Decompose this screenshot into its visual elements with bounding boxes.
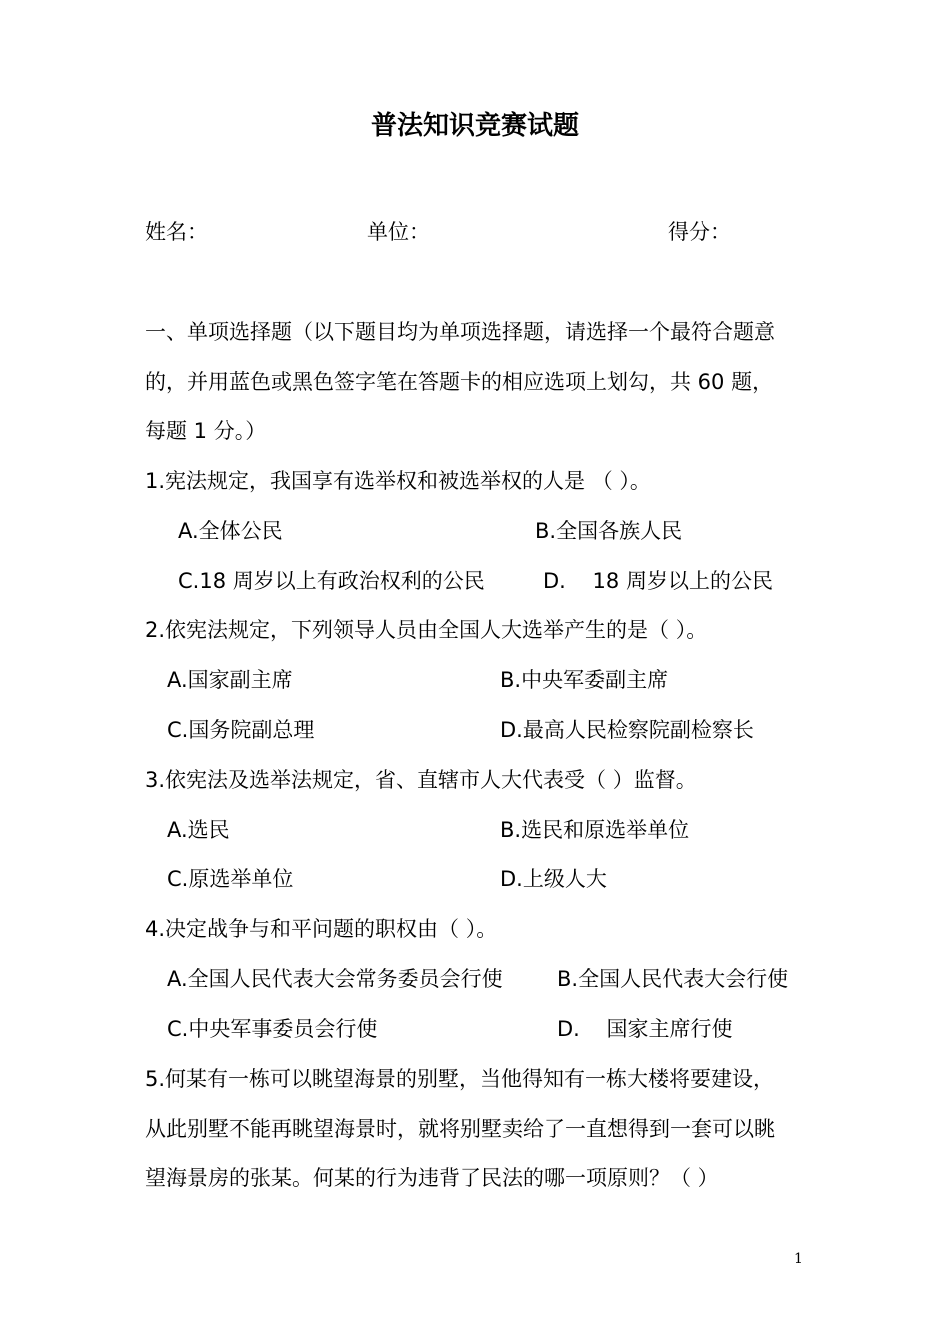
option-c: C.国务院副总理 — [167, 718, 315, 742]
option-c: C.中央军事委员会行使 — [167, 1017, 378, 1041]
option-b: B.中央军委副主席 — [500, 668, 669, 692]
question-stem: 2.依宪法规定，下列领导人员由全国人大选举产生的是（ ）。 — [145, 618, 708, 642]
page-title: 普法知识竞赛试题 — [370, 111, 579, 141]
option-d: D.上级人大 — [500, 867, 607, 891]
option-b: B.全国人民代表大会行使 — [557, 967, 789, 991]
question-stem: 从此别墅不能再眺望海景时，就将别墅卖给了一直想得到一套可以眺 — [145, 1117, 775, 1141]
name-label: 姓名： — [145, 220, 208, 244]
unit-label: 单位： — [367, 220, 430, 244]
option-a: A.全国人民代表大会常务委员会行使 — [167, 967, 503, 991]
option-c: C.原选举单位 — [167, 867, 294, 891]
question-stem: 1.宪法规定，我国享有选举权和被选举权的人是 （ ）。 — [145, 469, 651, 493]
score-label: 得分： — [668, 220, 731, 244]
option-b: B.全国各族人民 — [535, 519, 683, 543]
section-intro-line: 每题 1 分。） — [145, 419, 267, 443]
option-a: A.国家副主席 — [167, 668, 293, 692]
option-c: C.18 周岁以上有政治权利的公民 — [178, 569, 485, 593]
option-d: D.最高人民检察院副检察长 — [500, 718, 754, 742]
page-number: 1 — [794, 1251, 803, 1267]
option-a: A.选民 — [167, 818, 230, 842]
section-intro-line: 一、单项选择题（以下题目均为单项选择题，请选择一个最符合题意 — [145, 320, 775, 344]
question-stem: 望海景房的张某。何某的行为违背了民法的哪一项原则？（ ） — [145, 1166, 719, 1190]
option-d: D. 18 周岁以上的公民 — [543, 569, 773, 593]
question-stem: 5.何某有一栋可以眺望海景的别墅，当他得知有一栋大楼将要建设， — [145, 1067, 775, 1091]
option-b: B.选民和原选举单位 — [500, 818, 690, 842]
question-stem: 4.决定战争与和平问题的职权由（ ）。 — [145, 917, 498, 941]
option-a: A.全体公民 — [178, 519, 283, 543]
question-stem: 3.依宪法及选举法规定，省、直辖市人大代表受（ ）监督。 — [145, 768, 697, 792]
option-d: D. 国家主席行使 — [557, 1017, 733, 1041]
section-intro-line: 的，并用蓝色或黑色签字笔在答题卡的相应选项上划勾，共 60 题， — [145, 370, 774, 394]
